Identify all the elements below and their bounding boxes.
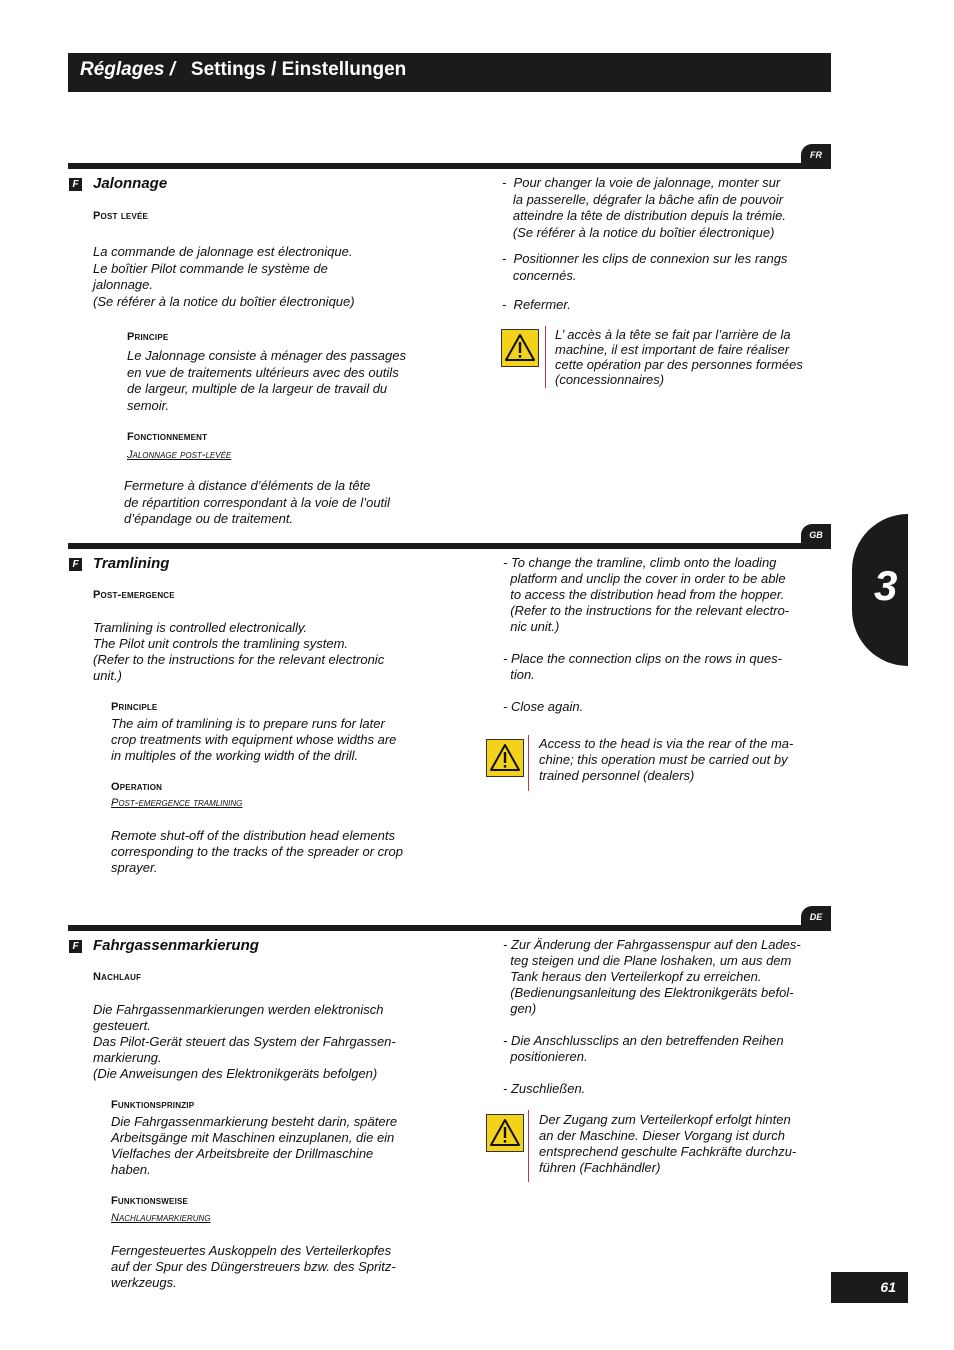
chapter-tab: [852, 514, 908, 666]
lang-tag-fr: FR: [801, 144, 831, 166]
step-1-fr: - Pour changer la voie de jalonnage, monter sur la passerelle, dégrafer la bâche afin de pouvoir atteindre la tête de distribution depuis la trémie. (Se référer à la notice du boîtier électronique): [502, 175, 786, 240]
operation-heading-fr: Fonctionnement: [127, 431, 208, 443]
section-rule-gb: [68, 543, 831, 549]
lang-tag-gb: GB: [801, 524, 831, 546]
subheading-fr: Post levée: [93, 210, 149, 222]
section-rule-fr: [68, 163, 831, 169]
page-title: Réglages / Settings / Einstellungen: [80, 59, 407, 80]
warning-text-de: Der Zugang zum Verteilerkopf erfolgt hinten an der Maschine. Dieser Vorgang ist durch entsprechend geschulte Fachkräfte durchzu- führen (Fachhändler): [539, 1112, 797, 1175]
warning-icon: [501, 329, 539, 367]
intro-text-fr: La commande de jalonnage est électronique. Le boîtier Pilot commande le système de jalonnage. (Se référer à la notice du boîtier électronique): [93, 244, 355, 309]
section-rule-de: [68, 925, 831, 931]
step-3-fr: - Refermer.: [502, 297, 571, 312]
step-1-de: - Zur Änderung der Fahrgassenspur auf den Lades- teg steigen und die Plane loshaken, um aus dem Tank heraus den Verteilerkopf zu erreichen. (Bedienungsanleitung des Elektronikgeräts befol- gen): [503, 937, 801, 1016]
warning-divider: [545, 326, 546, 388]
section-marker-fr: F: [69, 178, 82, 191]
page-number: 61: [880, 1279, 896, 1295]
step-1-gb: - To change the tramline, climb onto the loading platform and unclip the cover in order to be able to access the distribution head from the hopper. (Refer to the instructions for the relevant electro- nic unit.): [503, 555, 790, 634]
operation-text-fr: Fermeture à distance d’éléments de la tête de répartition correspondant à la voie de l’outil d’épandage ou de traitement.: [124, 478, 390, 526]
step-3-de: - Zuschließen.: [503, 1081, 586, 1096]
intro-text-gb: Tramlining is controlled electronically. The Pilot unit controls the tramlining system. (Refer to the instructions for the relevant electronic unit.): [93, 620, 385, 683]
principle-heading-fr: Principe: [127, 331, 169, 343]
warning-text-fr: L’ accès à la tête se fait par l’arrière de la machine, il est important de faire réaliser cette opération par des personnes formées (concessionnaires): [555, 327, 803, 387]
principle-text-de: Die Fahrgassenmarkierung besteht darin, spätere Arbeitsgänge mit Maschinen einzuplanen, die ein Vielfaches der Arbeitsbreite der Drillmaschine haben.: [111, 1114, 398, 1177]
section-marker-gb: F: [69, 558, 82, 571]
warning-divider: [528, 735, 529, 791]
step-2-de: - Die Anschlussclips an den betreffenden Reihen positionieren.: [503, 1033, 784, 1064]
operation-text-de: Ferngesteuertes Auskoppeln des Verteilerkopfes auf der Spur des Düngerstreuers bzw. des Spritz- werkzeugs.: [111, 1243, 396, 1290]
operation-text-gb: Remote shut-off of the distribution head elements corresponding to the tracks of the spreader or crop sprayer.: [111, 828, 403, 875]
section-title-gb: Tramlining: [93, 555, 170, 572]
section-title-fr: Jalonnage: [93, 175, 168, 192]
subheading-gb: Post-emergence: [93, 589, 175, 601]
principle-text-gb: The aim of tramlining is to prepare runs for later crop treatments with equipment whose widths are in multiples of the working width of the drill.: [111, 716, 397, 763]
operation-heading-de: Funktionsweise: [111, 1195, 189, 1207]
intro-text-de: Die Fahrgassenmarkierungen werden elektronisch gesteuert. Das Pilot-Gerät steuert das System der Fahrgassen- markierung. (Die Anweisungen des Elektronikgeräts befolgen): [93, 1002, 396, 1081]
warning-icon: [486, 739, 524, 777]
principle-heading-gb: Principle: [111, 701, 158, 713]
chapter-number: 3: [874, 562, 898, 609]
step-2-gb: - Place the connection clips on the rows in ques- tion.: [503, 651, 782, 682]
principle-heading-de: Funktionsprinzip: [111, 1099, 195, 1111]
operation-subheading-fr: Jalonnage post-levée: [127, 449, 232, 461]
step-2-fr: - Positionner les clips de connexion sur les rangs concernés.: [502, 251, 788, 283]
operation-subheading-gb: Post-emergence tramlining: [111, 797, 243, 809]
subheading-de: Nachlauf: [93, 971, 142, 983]
operation-subheading-de: Nachlaufmarkierung: [111, 1212, 211, 1224]
warning-text-gb: Access to the head is via the rear of the ma- chine; this operation must be carried out by trained personnel (dealers): [539, 736, 794, 783]
section-marker-de: F: [69, 940, 82, 953]
lang-tag-de: DE: [801, 906, 831, 928]
operation-heading-gb: Operation: [111, 781, 163, 793]
warning-divider: [528, 1110, 529, 1182]
header-bar: [68, 53, 831, 92]
page-number-box: [831, 1272, 908, 1303]
step-3-gb: - Close again.: [503, 699, 584, 714]
principle-text-fr: Le Jalonnage consiste à ménager des passages en vue de traitements ultérieurs avec des outils de largeur, multiple de la largeur de travail du semoir.: [127, 348, 406, 413]
section-title-de: Fahrgassenmarkierung: [93, 937, 259, 954]
warning-icon: [486, 1114, 524, 1152]
